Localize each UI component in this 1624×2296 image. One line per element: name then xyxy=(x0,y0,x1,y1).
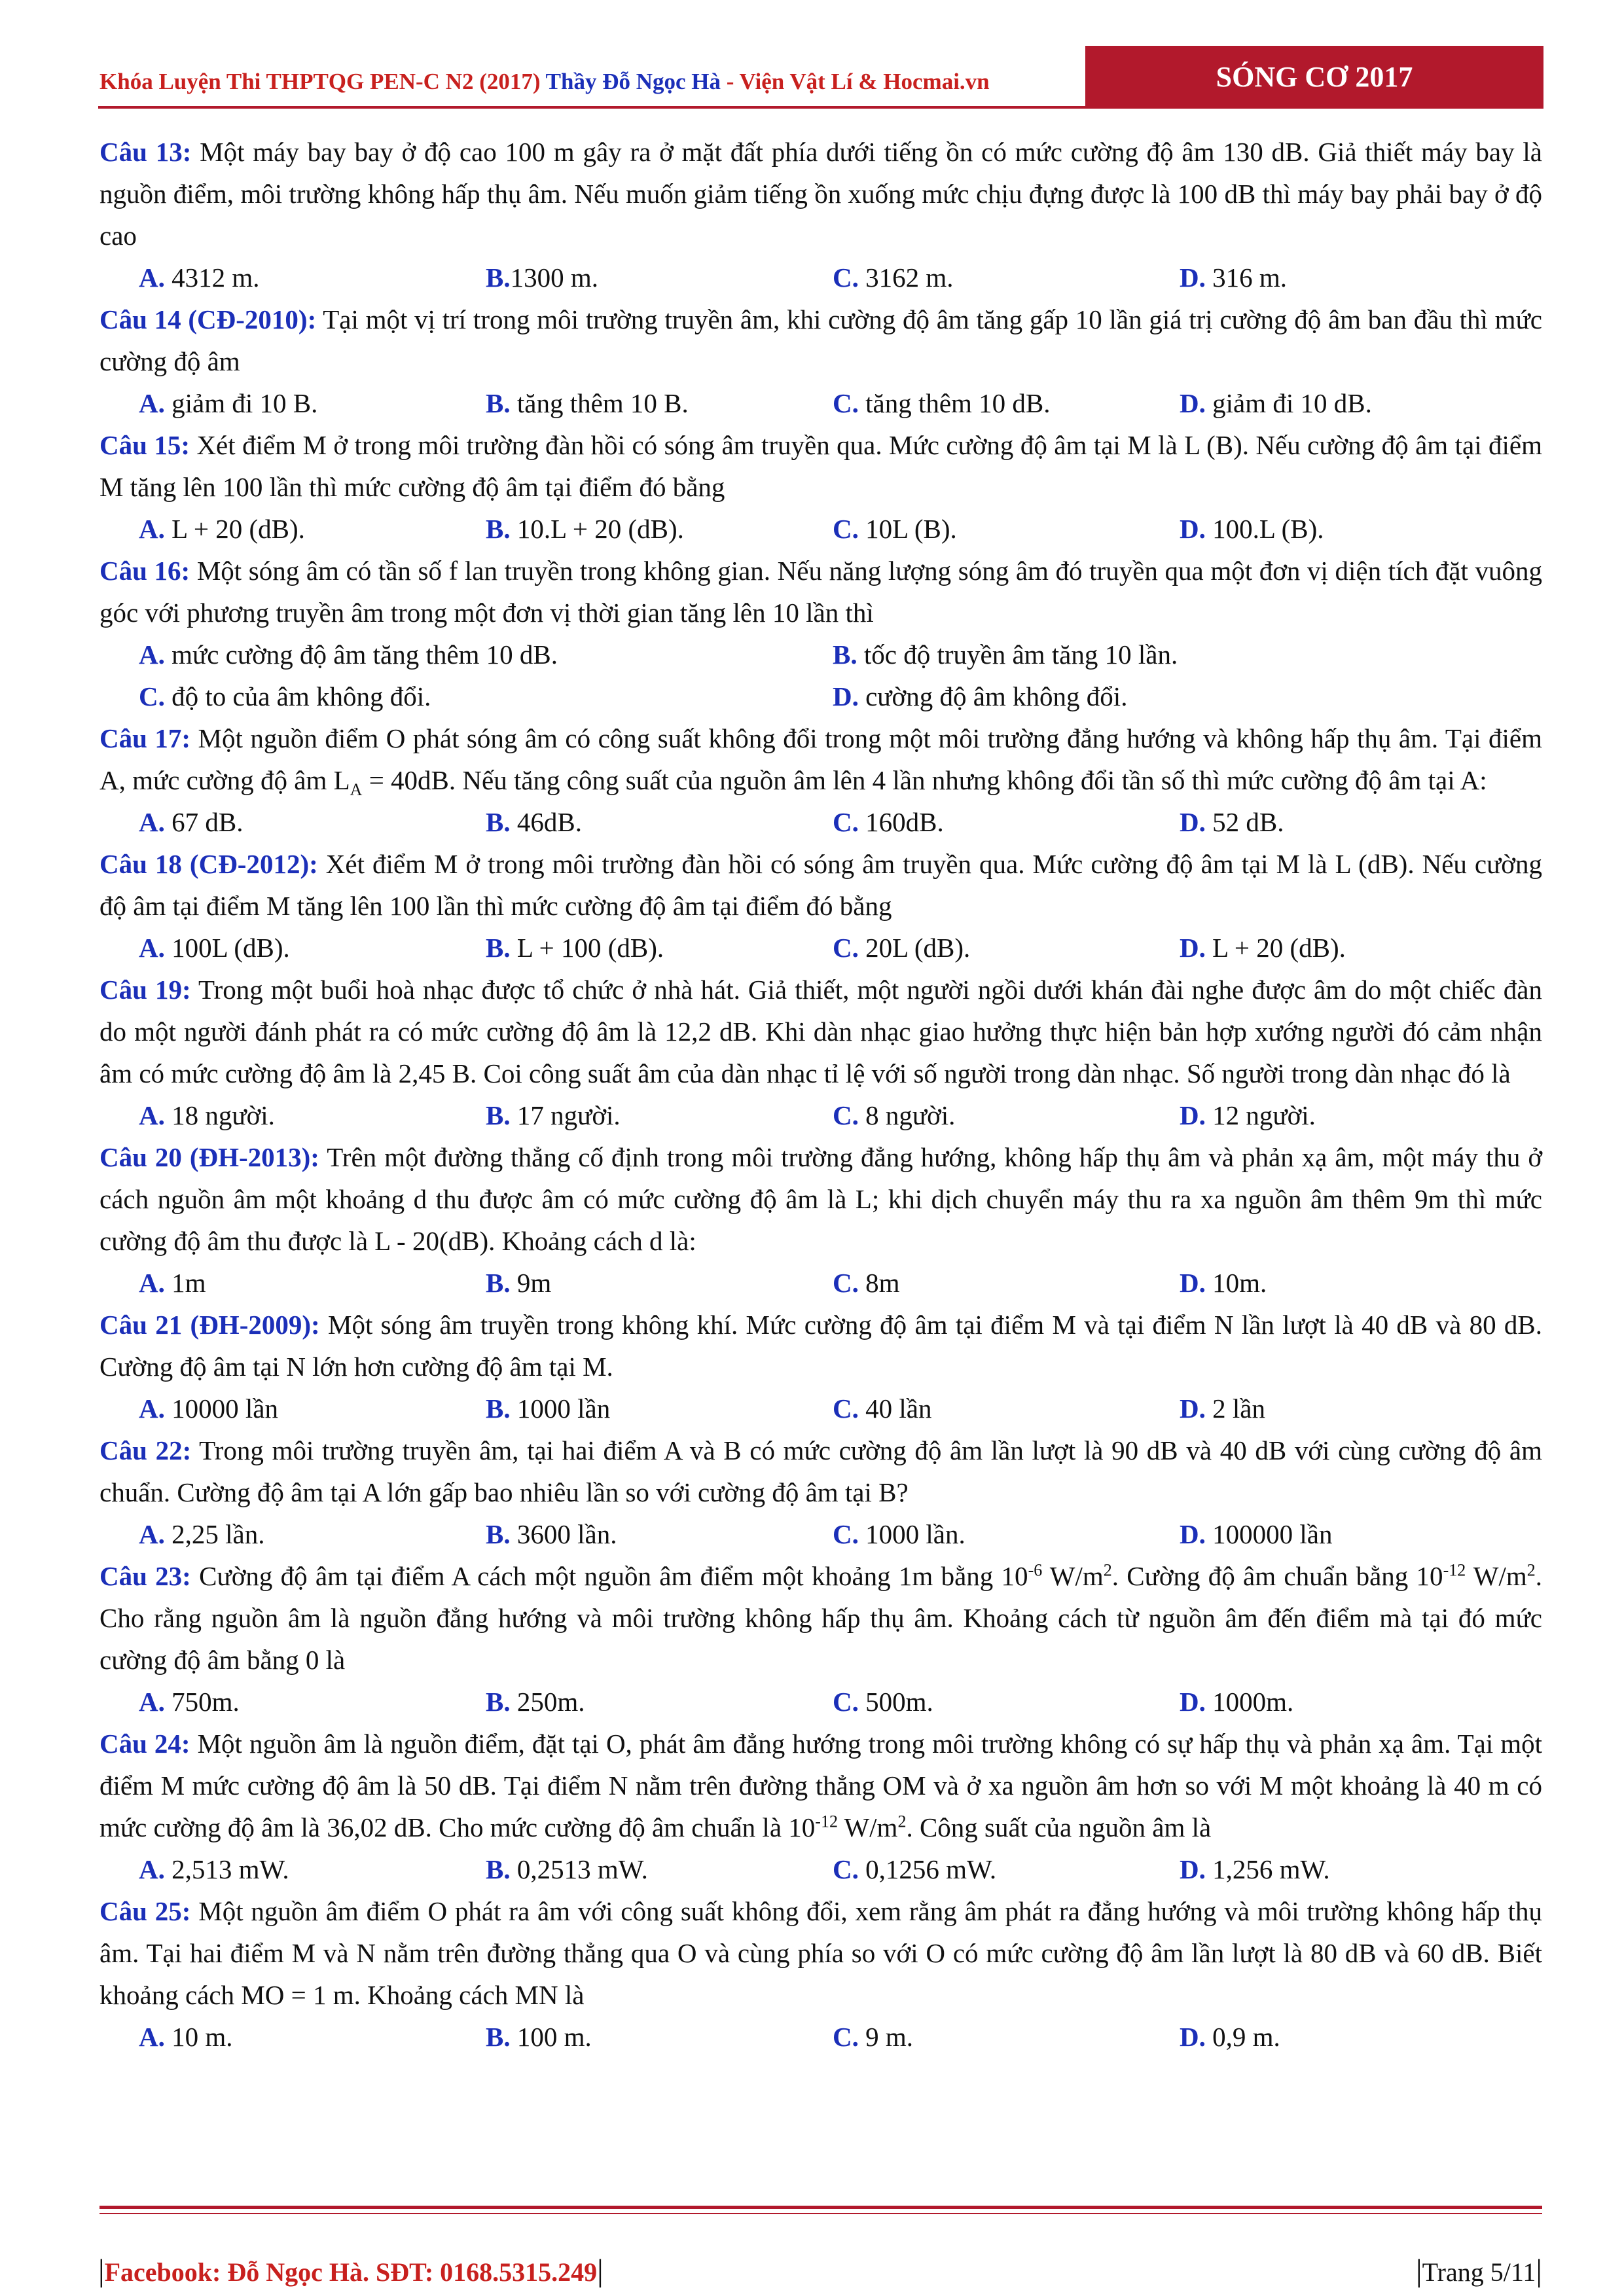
option-text: 0,9 m. xyxy=(1205,2022,1280,2052)
options-18 xyxy=(99,927,1542,969)
question-text: Trong một buổi hoà nhạc được tổ chức ở nhà hát. Giả thiết, một người ngồi dưới khán đài nghe được âm do một chiếc đàn do một người đánh phát ra có mức cường độ âm là 12,2 dB. Khi dàn nhạc giao hưởng thực hiện bản hợp xướng người đó cảm nhận âm có mức cường độ âm là 2,45 B. Coi công suất âm của dàn nhạc tỉ lệ với số người trong dàn nhạc. Số người trong dàn nhạc đó là xyxy=(99,975,1542,1088)
question-number: Câu 21 (ĐH-2009): xyxy=(99,1310,320,1340)
superscript: -6 xyxy=(1028,1560,1043,1580)
option-c[interactable] xyxy=(833,1681,1180,1723)
option-a[interactable] xyxy=(139,1262,486,1304)
question-number: Câu 13: xyxy=(99,137,192,167)
question-24 xyxy=(99,1723,1542,1848)
question-number: Câu 22: xyxy=(99,1435,192,1465)
question-21 xyxy=(99,1304,1542,1388)
options-13 xyxy=(99,257,1542,298)
options-24 xyxy=(99,1848,1542,1890)
option-d[interactable] xyxy=(833,675,1526,717)
superscript: -12 xyxy=(1443,1560,1466,1580)
option-a[interactable] xyxy=(139,801,486,843)
question-18 xyxy=(99,843,1542,927)
option-text: 2,513 mW. xyxy=(164,1854,289,1884)
question-number: Câu 20 (ĐH-2013): xyxy=(99,1142,319,1172)
option-a[interactable] xyxy=(139,634,833,675)
option-text: 1000 lần. xyxy=(858,1519,965,1549)
option-text: 100 m. xyxy=(510,2022,592,2052)
option-letter: A. xyxy=(139,514,165,544)
option-text: 250m. xyxy=(510,1687,585,1717)
option-text: 100.L (B). xyxy=(1205,514,1324,544)
question-text: Xét điểm M ở trong môi trường đàn hồi có sóng âm truyền qua. Mức cường độ âm tại M là L (B). Nếu cường độ âm tại điểm M tăng lên 100 lần thì mức cường độ âm tại điểm đó bằng xyxy=(99,430,1542,502)
option-text: L + 20 (dB). xyxy=(164,514,305,544)
option-text: độ to của âm không đổi. xyxy=(164,681,431,711)
option-b[interactable] xyxy=(486,1262,833,1304)
option-text: 100000 lần xyxy=(1205,1519,1333,1549)
option-text: 9m xyxy=(510,1268,552,1298)
option-letter: C. xyxy=(833,1519,859,1549)
footer-rule xyxy=(99,2206,1542,2209)
option-text: 2 lần xyxy=(1205,1393,1265,1424)
superscript: 2 xyxy=(1103,1560,1112,1580)
option-letter: D. xyxy=(1180,1854,1206,1884)
option-d[interactable] xyxy=(1180,801,1526,843)
question-text: Xét điểm M ở trong môi trường đàn hồi có sóng âm truyền qua. Mức cường độ âm tại M là L (dB). Nếu cường độ âm tại điểm M tăng lên 100 lần thì mức cường độ âm tại điểm đó bằng xyxy=(99,849,1542,921)
superscript: -12 xyxy=(815,1812,838,1831)
option-letter: C. xyxy=(833,262,859,293)
option-text: 3600 lần. xyxy=(510,1519,617,1549)
option-c[interactable] xyxy=(833,1513,1180,1555)
option-a[interactable] xyxy=(139,2016,486,2058)
option-letter: D. xyxy=(1180,1519,1206,1549)
option-text: 10L (B). xyxy=(858,514,957,544)
superscript: 2 xyxy=(1526,1560,1536,1580)
options-25 xyxy=(99,2016,1542,2058)
option-b[interactable] xyxy=(486,508,833,550)
option-letter: C. xyxy=(833,388,859,418)
question-17 xyxy=(99,717,1542,801)
question-text: Một sóng âm có tần số f lan truyền trong không gian. Nếu năng lượng sóng âm đó truyền qua một đơn vị diện tích đặt vuông góc với phương truyền âm trong một đơn vị thời gian tăng lên 10 lần thì xyxy=(99,556,1543,628)
option-letter: C. xyxy=(139,681,165,711)
options-22 xyxy=(99,1513,1542,1555)
option-d[interactable] xyxy=(1180,257,1526,298)
option-letter: A. xyxy=(139,2022,165,2052)
option-letter: D. xyxy=(1180,1268,1206,1298)
question-text: . Công suất của nguồn âm là xyxy=(906,1812,1212,1842)
question-text: Một nguồn âm điểm O phát ra âm với công suất không đổi, xem rằng âm phát ra đẳng hướng và môi trường không hấp thụ âm. Tại hai điểm M và N nằm trên đường thẳng qua O và cùng phía so với O có mức cường độ âm lần lượt là 80 dB và 60 dB. Biết khoảng cách MO = 1 m. Khoảng cách MN là xyxy=(99,1896,1542,2010)
option-text: 52 dB. xyxy=(1205,807,1284,837)
question-number: Câu 16: xyxy=(99,556,190,586)
footer-rule-thin xyxy=(99,2213,1542,2214)
option-text: L + 20 (dB). xyxy=(1205,933,1346,963)
option-letter: B. xyxy=(486,933,511,963)
option-text: 500m. xyxy=(858,1687,933,1717)
option-letter: A. xyxy=(139,1687,165,1717)
options-23 xyxy=(99,1681,1542,1723)
option-c[interactable] xyxy=(833,382,1180,424)
option-a[interactable] xyxy=(139,382,486,424)
option-letter: B. xyxy=(486,807,511,837)
option-d[interactable] xyxy=(1180,508,1526,550)
option-text: 2,25 lần. xyxy=(164,1519,265,1549)
option-b[interactable] xyxy=(486,1848,833,1890)
option-letter: A. xyxy=(139,1854,165,1884)
option-text: 67 dB. xyxy=(164,807,244,837)
page-number: Trang 5/11 xyxy=(1422,2257,1536,2287)
option-text: 10m. xyxy=(1205,1268,1267,1298)
option-text: 10.L + 20 (dB). xyxy=(510,514,684,544)
option-d[interactable] xyxy=(1180,1681,1526,1723)
question-number: Câu 14 (CĐ-2010): xyxy=(99,304,317,334)
option-a[interactable] xyxy=(139,927,486,969)
option-text: 0,2513 mW. xyxy=(510,1854,648,1884)
options-14 xyxy=(99,382,1542,424)
option-text: cường độ âm không đổi. xyxy=(858,681,1128,711)
option-letter: D. xyxy=(1180,1100,1206,1130)
option-d[interactable] xyxy=(1180,2016,1526,2058)
option-letter: C. xyxy=(833,807,859,837)
option-a[interactable] xyxy=(139,1094,486,1136)
option-letter: C. xyxy=(833,2022,859,2052)
question-16 xyxy=(99,550,1542,634)
option-c[interactable] xyxy=(833,1848,1180,1890)
option-d[interactable] xyxy=(1180,1094,1526,1136)
option-text: 18 người. xyxy=(164,1100,275,1130)
footer-page xyxy=(1416,2251,1542,2292)
option-text: 8 người. xyxy=(858,1100,956,1130)
option-b[interactable] xyxy=(833,634,1526,675)
options-19 xyxy=(99,1094,1542,1136)
question-13 xyxy=(99,131,1542,257)
question-number: Câu 18 (CĐ-2012): xyxy=(99,849,318,879)
option-text: 1000 lần xyxy=(510,1393,611,1424)
question-text: Một máy bay bay ở độ cao 100 m gây ra ở mặt đất phía dưới tiếng ồn có mức cường độ âm 130 dB. Giả thiết máy bay là nguồn điểm, môi trường không hấp thụ âm. Nếu muốn giảm tiếng ồn xuống mức chịu đựng được là 100 dB thì máy bay phải bay ở độ cao xyxy=(99,137,1542,251)
option-text: 17 người. xyxy=(510,1100,621,1130)
question-14 xyxy=(99,298,1542,382)
option-b[interactable] xyxy=(486,1681,833,1723)
footer-bar: | xyxy=(1416,2253,1422,2288)
question-number: Câu 25: xyxy=(99,1896,191,1926)
option-a[interactable] xyxy=(139,1681,486,1723)
footer-contact-text: Facebook: Đỗ Ngọc Hà. SĐT: 0168.5315.249 xyxy=(104,2257,598,2287)
option-letter: C. xyxy=(833,1687,859,1717)
option-c[interactable] xyxy=(833,801,1180,843)
option-letter: B. xyxy=(486,1519,511,1549)
option-letter: C. xyxy=(833,1854,859,1884)
option-letter: D. xyxy=(1180,1687,1206,1717)
option-letter: D. xyxy=(1180,1393,1206,1424)
option-text: tăng thêm 10 B. xyxy=(510,388,689,418)
option-text: 1300 m. xyxy=(510,262,599,293)
option-letter: C. xyxy=(833,933,859,963)
question-list xyxy=(99,131,1542,2058)
option-a[interactable] xyxy=(139,1513,486,1555)
options-21 xyxy=(99,1388,1542,1429)
option-c[interactable] xyxy=(833,1094,1180,1136)
question-number: Câu 19: xyxy=(99,975,191,1005)
option-text: tăng thêm 10 dB. xyxy=(858,388,1051,418)
option-d[interactable] xyxy=(1180,382,1526,424)
question-23 xyxy=(99,1555,1542,1681)
option-b[interactable] xyxy=(486,1388,833,1429)
option-letter: D. xyxy=(1180,262,1206,293)
option-d[interactable] xyxy=(1180,927,1526,969)
footer-bar: | xyxy=(597,2253,604,2288)
option-text: 3162 m. xyxy=(858,262,954,293)
option-a[interactable] xyxy=(139,508,486,550)
options-15 xyxy=(99,508,1542,550)
option-text: 20L (dB). xyxy=(858,933,971,963)
option-text: 1000m. xyxy=(1205,1687,1294,1717)
option-c[interactable] xyxy=(833,1388,1180,1429)
option-b[interactable] xyxy=(486,927,833,969)
option-letter: C. xyxy=(833,1393,859,1424)
option-letter: D. xyxy=(1180,807,1206,837)
header-course: Khóa Luyện Thi THPTQG PEN-C N2 (2017) xyxy=(99,69,541,94)
option-letter: A. xyxy=(139,1100,165,1130)
option-letter: B. xyxy=(486,514,511,544)
option-text: 750m. xyxy=(164,1687,240,1717)
option-text: 10 m. xyxy=(164,2022,233,2052)
option-text: 4312 m. xyxy=(164,262,260,293)
option-letter: C. xyxy=(833,1100,859,1130)
question-25 xyxy=(99,1890,1542,2016)
option-text: 12 người. xyxy=(1205,1100,1316,1130)
header-topic-box xyxy=(1085,46,1543,109)
option-b[interactable] xyxy=(486,1513,833,1555)
option-letter: A. xyxy=(139,639,165,670)
option-letter: A. xyxy=(139,262,165,293)
option-letter: A. xyxy=(139,933,165,963)
option-d[interactable] xyxy=(1180,1388,1526,1429)
footer-contact xyxy=(98,2251,604,2292)
question-19 xyxy=(99,969,1542,1094)
option-text: mức cường độ âm tăng thêm 10 dB. xyxy=(164,639,558,670)
subscript: A xyxy=(350,780,363,800)
option-text: giảm đi 10 B. xyxy=(164,388,318,418)
question-number: Câu 15: xyxy=(99,430,190,460)
option-letter: B. xyxy=(486,2022,511,2052)
option-text: 8m xyxy=(858,1268,900,1298)
option-a[interactable] xyxy=(139,1388,486,1429)
question-20 xyxy=(99,1136,1542,1262)
question-number: Câu 23: xyxy=(99,1561,191,1591)
options-17 xyxy=(99,801,1542,843)
option-letter: D. xyxy=(1180,514,1206,544)
question-number: Câu 17: xyxy=(99,723,191,753)
option-letter: B. xyxy=(486,1100,511,1130)
option-b[interactable] xyxy=(486,382,833,424)
question-text: . Cường độ âm chuẩn bằng 10 xyxy=(1111,1561,1443,1591)
option-letter: B. xyxy=(486,388,511,418)
footer-bar: | xyxy=(1536,2253,1542,2288)
header-rule xyxy=(98,106,1085,109)
question-text: . Cho rằng nguồn âm là nguồn đẳng hướng và môi trường không hấp thụ âm. Khoảng cách từ nguồn âm đến điểm mà tại đó mức cường độ âm bằng 0 là xyxy=(99,1561,1542,1675)
question-text: Một nguồn âm là nguồn điểm, đặt tại O, phát âm đẳng hướng trong môi trường không có sự hấp thụ và phản xạ âm. Tại một điểm M mức cường độ âm là 50 dB. Tại điểm N nằm trên đường thẳng OM và ở xa nguồn âm hơn so với M một khoảng là 40 m có mức cường độ âm là 36,02 dB. Cho mức cường độ âm chuẩn là 10 xyxy=(99,1729,1543,1842)
option-c[interactable] xyxy=(833,1262,1180,1304)
question-22 xyxy=(99,1429,1542,1513)
question-text: Cường độ âm tại điểm A cách một nguồn âm điểm một khoảng 1m bằng 10 xyxy=(199,1561,1028,1591)
option-text: L + 100 (dB). xyxy=(510,933,664,963)
header-institute: - Viện Vật Lí & Hocmai.vn xyxy=(721,69,990,94)
question-text: Trong môi trường truyền âm, tại hai điểm A và B có mức cường độ âm lần lượt là 90 dB và 40 dB với cùng cường độ âm chuẩn. Cường độ âm tại A lớn gấp bao nhiêu lần so với cường độ âm tại B? xyxy=(99,1435,1542,1507)
option-letter: D. xyxy=(1180,388,1206,418)
option-letter: D. xyxy=(1180,2022,1206,2052)
option-letter: B. xyxy=(833,639,857,670)
option-d[interactable] xyxy=(1180,1262,1526,1304)
option-text: 10000 lần xyxy=(164,1393,278,1424)
option-letter: A. xyxy=(139,388,165,418)
question-text: Một sóng âm truyền trong không khí. Mức cường độ âm tại điểm M và tại điểm N lần lượt là 40 dB và 80 dB. Cường độ âm tại N lớn hơn cường độ âm tại M. xyxy=(99,1310,1543,1382)
footer-bar: | xyxy=(98,2253,105,2288)
question-15 xyxy=(99,424,1542,508)
option-letter: C. xyxy=(833,514,859,544)
option-text: 316 m. xyxy=(1205,262,1288,293)
question-text: W/m xyxy=(1466,1561,1527,1591)
option-d[interactable] xyxy=(1180,1513,1526,1555)
header-topic: SÓNG CƠ 2017 xyxy=(1216,61,1413,93)
options-16 xyxy=(99,634,1542,717)
question-text: = 40dB. Nếu tăng công suất của nguồn âm lên 4 lần nhưng không đổi tần số thì mức cường độ âm tại A: xyxy=(362,765,1487,795)
question-text: Tại một vị trí trong môi trường truyền âm, khi cường độ âm tăng gấp 10 lần giá trị cường độ âm ban đầu thì mức cường độ âm xyxy=(99,304,1542,376)
option-letter: C. xyxy=(833,1268,859,1298)
option-a[interactable] xyxy=(139,257,486,298)
option-letter: B. xyxy=(486,262,511,293)
option-letter: B. xyxy=(486,1687,511,1717)
option-a[interactable] xyxy=(139,1848,486,1890)
option-letter: B. xyxy=(486,1854,511,1884)
option-text: 46dB. xyxy=(510,807,582,837)
option-c[interactable] xyxy=(139,675,833,717)
header-title xyxy=(99,62,990,101)
option-text: giảm đi 10 dB. xyxy=(1205,388,1372,418)
option-text: 1,256 mW. xyxy=(1205,1854,1330,1884)
option-letter: D. xyxy=(1180,933,1206,963)
option-c[interactable] xyxy=(833,2016,1180,2058)
option-letter: B. xyxy=(486,1268,511,1298)
option-text: 100L (dB). xyxy=(164,933,290,963)
option-text: 1m xyxy=(164,1268,206,1298)
option-text: 0,1256 mW. xyxy=(858,1854,997,1884)
option-text: 9 m. xyxy=(858,2022,914,2052)
question-text: W/m xyxy=(837,1812,898,1842)
option-letter: A. xyxy=(139,1268,165,1298)
option-text: 160dB. xyxy=(858,807,944,837)
option-letter: A. xyxy=(139,1519,165,1549)
superscript: 2 xyxy=(897,1812,907,1831)
option-b[interactable] xyxy=(486,257,833,298)
option-text: 40 lần xyxy=(858,1393,932,1424)
option-letter: A. xyxy=(139,807,165,837)
option-c[interactable] xyxy=(833,508,1180,550)
question-text: W/m xyxy=(1042,1561,1104,1591)
header-teacher: Thầy Đỗ Ngọc Hà xyxy=(545,69,721,94)
question-number: Câu 24: xyxy=(99,1729,190,1759)
options-20 xyxy=(99,1262,1542,1304)
option-letter: B. xyxy=(486,1393,511,1424)
option-letter: A. xyxy=(139,1393,165,1424)
option-letter: D. xyxy=(833,681,859,711)
option-b[interactable] xyxy=(486,801,833,843)
question-text: Trên một đường thẳng cố định trong môi trường đẳng hướng, không hấp thụ âm và phản xạ âm, một máy thu ở cách nguồn âm một khoảng d thu được âm có mức cường độ âm là L; khi dịch chuyển máy thu ra xa nguồn âm thêm 9m thì mức cường độ âm thu được là L - 20(dB). Khoảng cách d là: xyxy=(99,1142,1542,1256)
option-c[interactable] xyxy=(833,927,1180,969)
option-b[interactable] xyxy=(486,1094,833,1136)
option-d[interactable] xyxy=(1180,1848,1526,1890)
question-text: Một nguồn điểm O phát sóng âm có công suất không đổi trong một môi trường đẳng hướng và không hấp thụ âm. Tại điểm A, mức cường độ âm L xyxy=(99,723,1542,795)
option-b[interactable] xyxy=(486,2016,833,2058)
option-text: tốc độ truyền âm tăng 10 lần. xyxy=(857,639,1178,670)
option-c[interactable] xyxy=(833,257,1180,298)
